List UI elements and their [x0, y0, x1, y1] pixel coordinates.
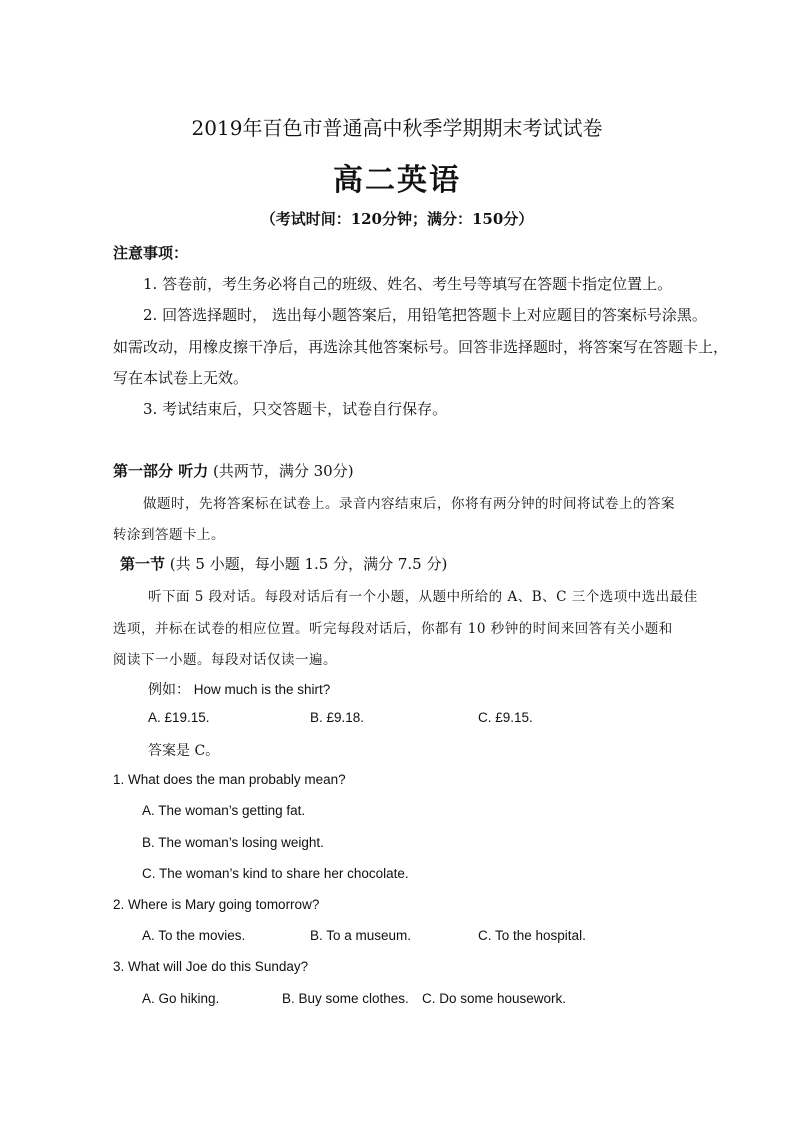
part1-instruction-line-1: 做题时，先将答案标在试卷上。录音内容结束后，你将有两分钟的时间将试卷上的答案: [143, 496, 675, 512]
subject-title: 高二英语: [333, 163, 461, 198]
exam-title: 2019年百色市普通高中秋季学期期末考试试卷: [191, 116, 603, 140]
note-item-2-line-2: 如需改动，用橡皮擦干净后，再选涂其他答案标号。回答非选择题时，将答案写在答题卡上，: [113, 338, 729, 356]
notes-heading: 注意事项：: [113, 244, 189, 262]
exam-info: （考试时间：120分钟；满分：150分）: [260, 210, 534, 228]
question-2-stem: 2. Where is Mary going tomorrow?: [113, 897, 320, 912]
note-item-1: 1. 答卷前，考生务必将自己的班级、姓名、考生号等填写在答题卡指定位置上。: [143, 275, 673, 293]
example-answer: 答案是 C。: [148, 743, 220, 759]
question-2-option-a: A. To the movies.: [142, 928, 246, 943]
section1-instruction-line-3: 阅读下一小题。每段对话仅读一遍。: [113, 652, 337, 668]
section1-heading: [120, 553, 447, 574]
section1-heading-rest: (共 5 小题，每小题 1.5 分，满分 7.5 分): [165, 555, 448, 573]
question-3-option-a: A. Go hiking.: [142, 991, 220, 1006]
question-2-option-b: B. To a museum.: [310, 928, 412, 943]
question-3-stem: 3. What will Joe do this Sunday?: [113, 959, 309, 974]
part1-heading-rest: (共两节，满分 30分): [208, 462, 354, 480]
example-stem: How much is the shirt?: [193, 682, 331, 697]
part1-instruction-line-2: 转涂到答题卡上。: [113, 527, 225, 543]
question-1-option-c: C. The woman’s kind to share her chocolate.: [142, 866, 409, 881]
note-item-2-line-1: 2. 回答选择题时， 选出每小题答案后，用铅笔把答题卡上对应题目的答案标号涂黑。: [143, 306, 707, 324]
part1-heading-bold: 第一部分 听力: [113, 462, 209, 480]
question-3-option-b: B. Buy some clothes.: [282, 991, 409, 1006]
question-1-option-a: A. The woman’s getting fat.: [142, 803, 306, 818]
section1-instruction-line-2: 选项，并标在试卷的相应位置。听完每段对话后，你都有 10 秒钟的时间来回答有关小题和: [113, 621, 673, 637]
section1-instruction-line-1: 听下面 5 段对话。每段对话后有一个小题，从题中所给的 A、B、C 三个选项中选出最佳: [148, 589, 698, 605]
question-1-stem: 1. What does the man probably mean?: [113, 772, 346, 787]
question-2-option-c: C. To the hospital.: [478, 928, 586, 943]
example-option-c: C. £9.15.: [478, 710, 533, 725]
example-question: [148, 679, 330, 699]
section1-heading-bold: 第一节: [120, 555, 166, 573]
question-1-option-b: B. The woman’s losing weight.: [142, 835, 324, 850]
question-3-option-c: C. Do some housework.: [422, 991, 567, 1006]
example-option-a: A. £19.15.: [148, 710, 210, 725]
example-label: 例如：: [148, 682, 190, 698]
example-option-b: B. £9.18.: [310, 710, 365, 725]
note-item-3: 3. 考试结束后，只交答题卡，试卷自行保存。: [143, 400, 448, 418]
note-item-2-line-3: 写在本试卷上无效。: [113, 369, 249, 387]
part1-heading: [113, 460, 354, 481]
